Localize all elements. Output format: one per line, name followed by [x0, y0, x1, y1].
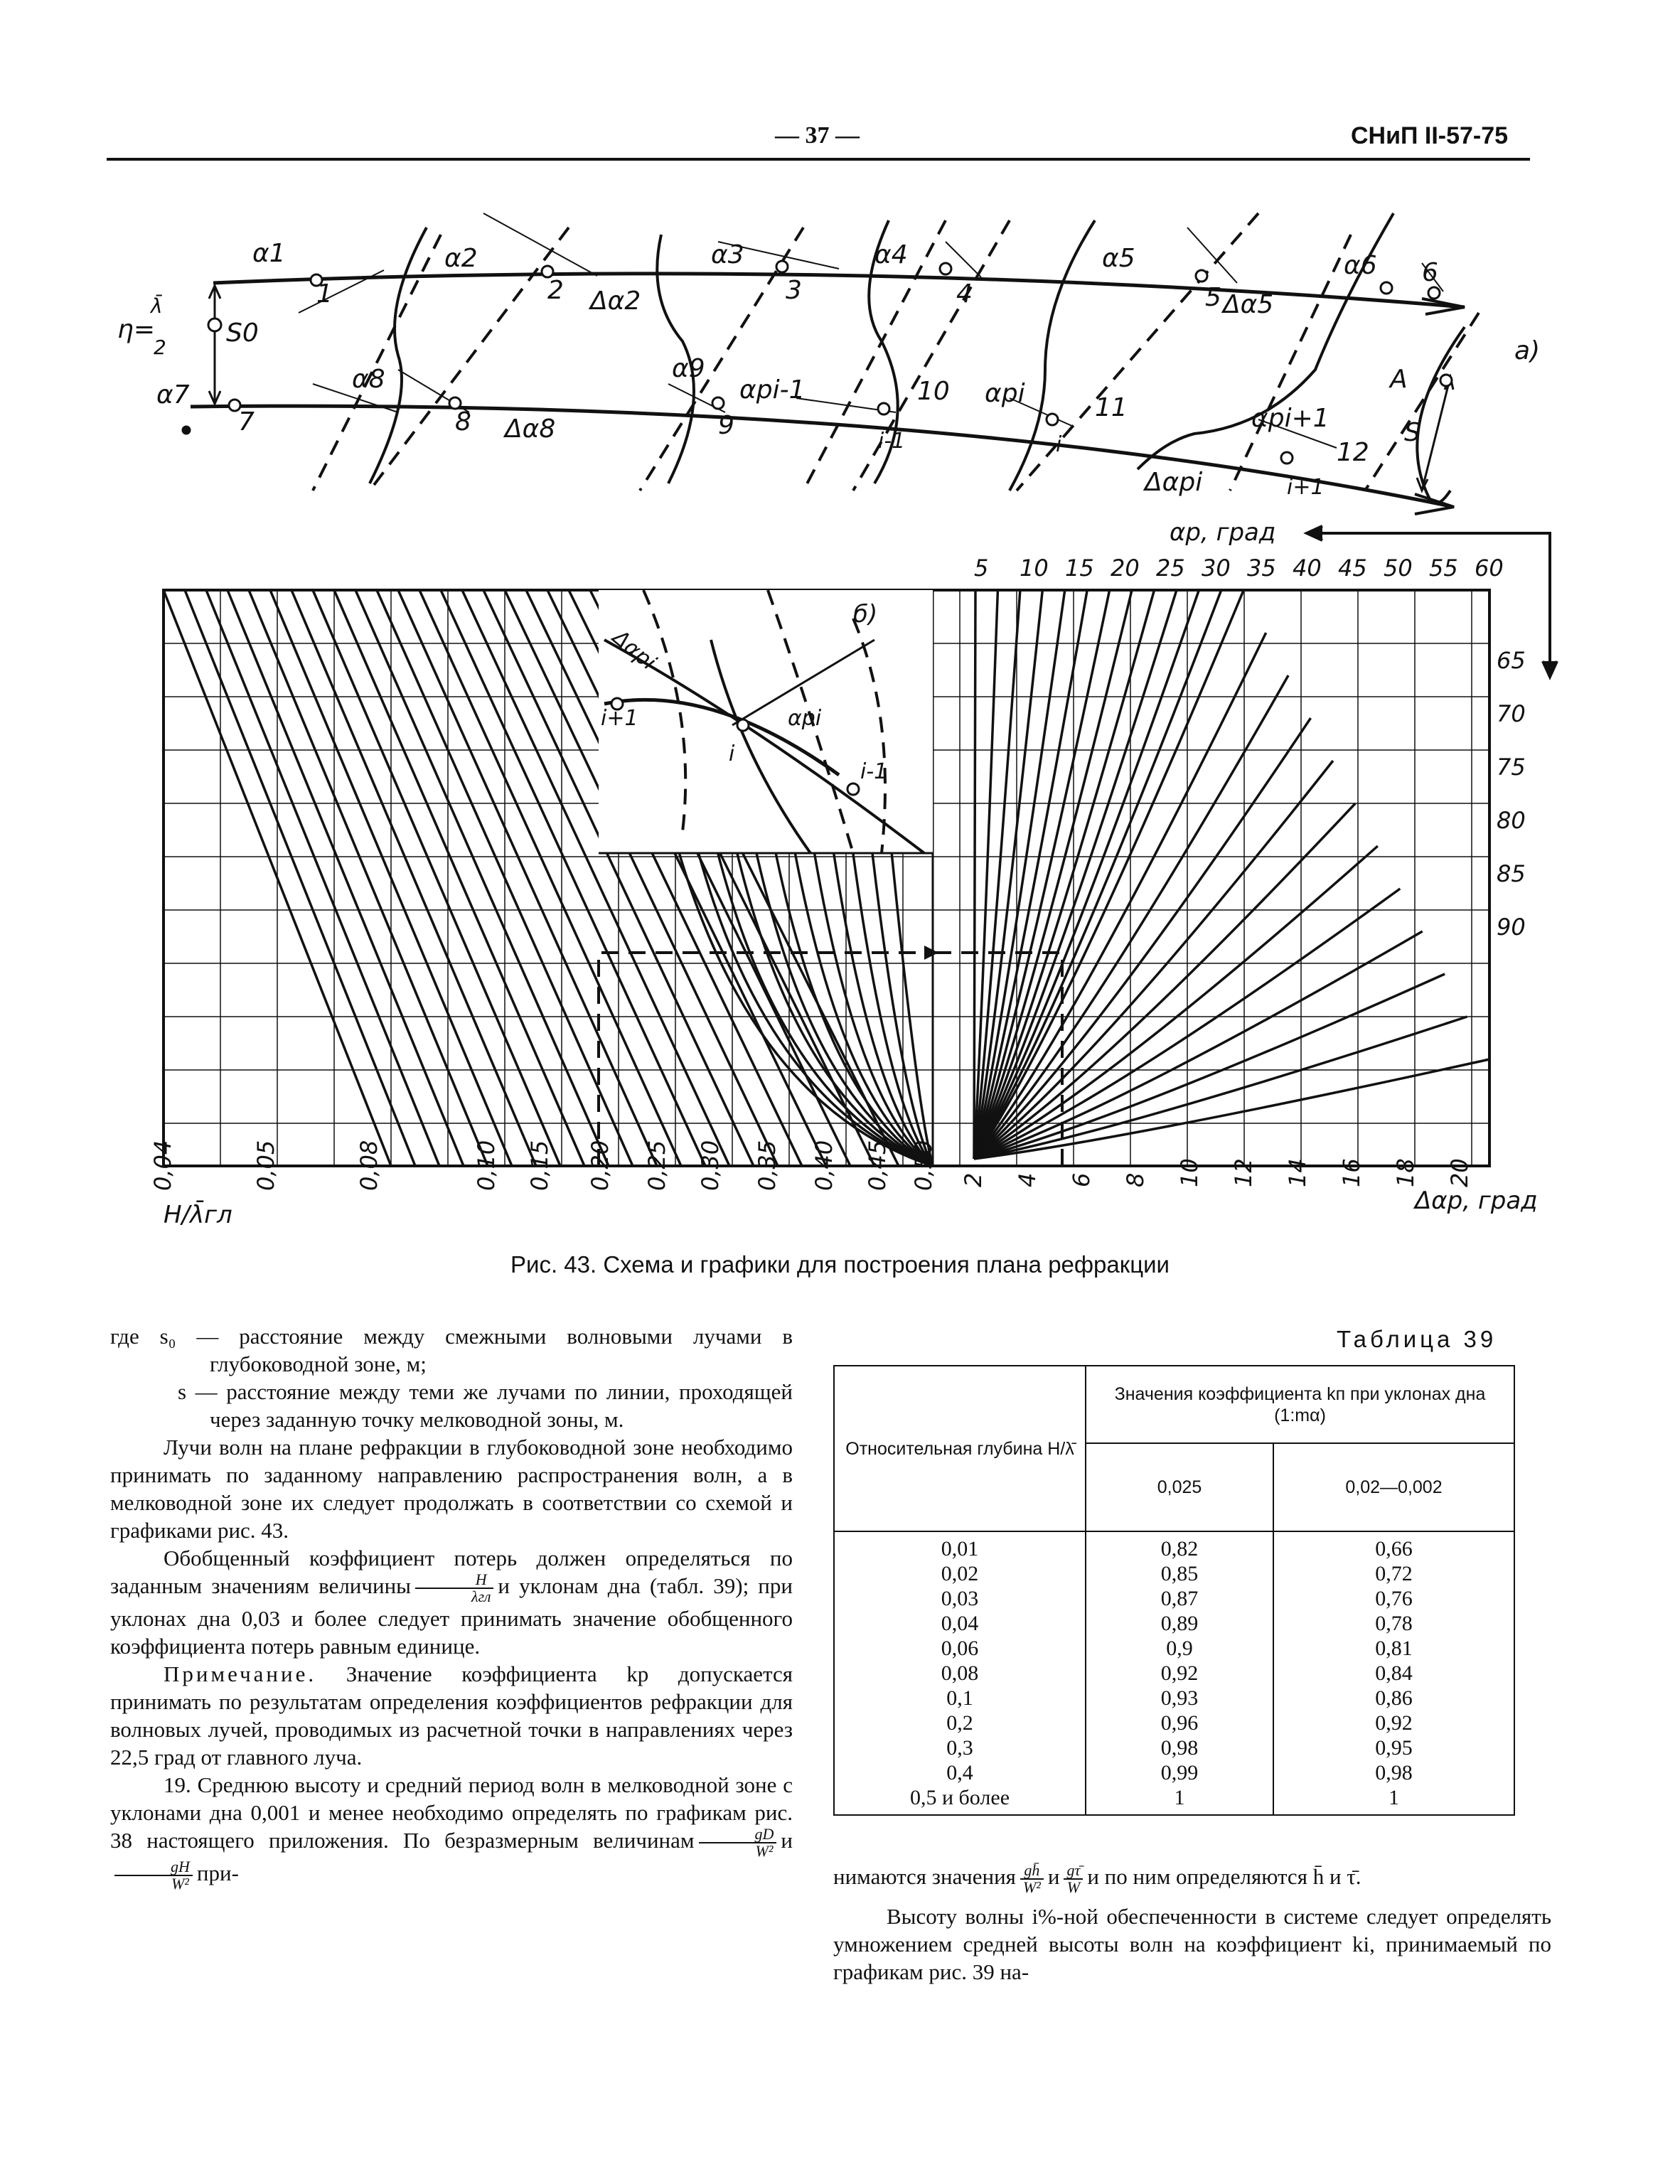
paragraph-rays: Лучи волн на плане рефракции в глубоководной зоне необходимо принимать по заданному направлению распространения волн, а в мелководной зоне их следует продолжать в соответствии со схемой и графиками рис. 43. [110, 1435, 793, 1543]
left-tick: 0,08 [355, 1140, 382, 1191]
svg-text:2: 2 [154, 336, 166, 359]
side-tick: 85 [1497, 860, 1526, 887]
header-slope-1: 0,025 [1086, 1443, 1273, 1531]
top-tick: 10 [1020, 555, 1049, 582]
depth-cell: 0,01 [941, 1537, 979, 1561]
svg-text:αpi: αpi [788, 706, 822, 731]
k1-cell: 0,96 [1160, 1711, 1199, 1735]
svg-text:α8: α8 [352, 365, 385, 394]
depth-cell: 0,03 [941, 1587, 979, 1610]
top-tick: 55 [1429, 555, 1458, 582]
svg-text:α5: α5 [1102, 244, 1135, 273]
a-point-label: A [1390, 365, 1408, 394]
k1-cell: 0,99 [1160, 1761, 1199, 1784]
top-axis-label: αр, град [1170, 518, 1276, 547]
svg-text:α7: α7 [156, 380, 190, 410]
left-tick: 0,20 [587, 1140, 614, 1191]
left-tick: 0,50 [910, 1140, 937, 1191]
left-tick: 0,35 [754, 1140, 781, 1191]
left-tick: 0,25 [643, 1140, 670, 1191]
svg-text:η=: η= [117, 315, 155, 344]
k2-cell: 0,92 [1375, 1711, 1413, 1735]
k-values-slope-2 [1273, 1531, 1514, 1815]
document-code: СНиП II-57-75 [1351, 122, 1509, 149]
svg-text:Δα2: Δα2 [590, 287, 641, 316]
top-tick: 5 [974, 555, 989, 582]
definition-s: s — расстояние между теми же лучами по линии, проходящей через заданную точку мелководной зоны, м. [178, 1379, 793, 1432]
right-tick: 16 [1338, 1158, 1365, 1187]
header-slope-2: 0,02—0,002 [1273, 1443, 1514, 1531]
k1-cell: 0,85 [1160, 1562, 1199, 1585]
depth-cell: 0,4 [946, 1761, 973, 1784]
svg-text:i+1: i+1 [1287, 475, 1325, 500]
depth-cell: 0,06 [941, 1637, 979, 1660]
svg-text:λ̄: λ̄ [151, 294, 163, 318]
right-axis-label: Δαр, град [1415, 1187, 1538, 1215]
svg-text:2: 2 [547, 276, 564, 305]
top-tick: 25 [1156, 555, 1185, 582]
top-tick: 30 [1202, 555, 1231, 582]
svg-text:12: 12 [1337, 438, 1369, 467]
right-tick: 10 [1176, 1158, 1203, 1187]
k2-cell: 0,95 [1375, 1736, 1413, 1760]
svg-text:i: i [729, 742, 735, 766]
table-title: Таблица 39 [1337, 1326, 1497, 1352]
angle-fan [974, 590, 1489, 1159]
k2-cell: 0,81 [1375, 1637, 1413, 1660]
svg-text:Δα5: Δα5 [1223, 290, 1274, 319]
svg-text:8: 8 [455, 407, 471, 437]
panel-b-tag: б) [853, 600, 878, 628]
right-tick: 4 [1014, 1172, 1041, 1187]
side-tick: 65 [1497, 647, 1526, 674]
k2-cell: 0,72 [1375, 1562, 1413, 1585]
left-tick: 0,10 [473, 1140, 500, 1191]
side-tick: 75 [1497, 754, 1526, 781]
left-tick: 0,40 [810, 1140, 838, 1191]
right-column [833, 1863, 1551, 1986]
svg-text:i-1: i-1 [860, 759, 888, 784]
svg-text:α2: α2 [444, 244, 478, 273]
right-tick: 2 [960, 1172, 987, 1187]
svg-text:α9: α9 [672, 354, 705, 383]
right-tick: 14 [1284, 1158, 1311, 1187]
svg-text:5: 5 [1205, 283, 1221, 312]
svg-text:α4: α4 [874, 240, 908, 269]
depth-cell: 0,02 [941, 1562, 979, 1585]
k2-cell: 0,66 [1375, 1537, 1413, 1561]
k-values-slope-1 [1086, 1531, 1273, 1815]
svg-text:7: 7 [238, 407, 255, 437]
svg-text:4: 4 [956, 279, 973, 309]
svg-text:α6: α6 [1344, 251, 1377, 280]
top-tick: 45 [1338, 555, 1367, 582]
k1-cell: 0,98 [1160, 1736, 1199, 1760]
svg-text:i: i [1056, 432, 1062, 457]
left-tick: 0,30 [697, 1140, 724, 1191]
side-tick: 80 [1497, 807, 1526, 834]
top-tick: 60 [1475, 555, 1504, 582]
svg-text:Δαpi: Δαpi [607, 625, 661, 675]
fraction-h-lambda: $\frac{H}{\text{λгл}}$ [415, 1572, 493, 1605]
left-tick: 0,04 [149, 1140, 176, 1191]
left-tick: 0,05 [252, 1140, 279, 1191]
svg-text:11: 11 [1095, 393, 1128, 422]
depth-values [834, 1531, 1086, 1815]
depth-cell: 0,08 [941, 1661, 979, 1685]
svg-text:3: 3 [786, 276, 802, 305]
right-tick: 12 [1230, 1158, 1257, 1187]
k1-cell: 1 [1174, 1786, 1185, 1809]
note: Примечание. Значение коэффициента kр допускается принимать по результатам определения коэффициентов рефракции для волновых лучей, проводимых из расчетной точки в направлениях через 22,5 град от главного луча. [110, 1661, 793, 1770]
inset-b [599, 590, 933, 853]
paragraph-values: нимаются значения $\frac{gh̄}{\text{W²}}$ и $\frac{g\taū}{W}$ и по ним определяются h̄ и τ̄. [833, 1861, 1361, 1896]
depth-cell: 0,5 и более [909, 1786, 1010, 1809]
top-tick: 15 [1065, 555, 1094, 582]
left-axis-label: H/λ̄гл [164, 1201, 232, 1229]
k2-cell: 1 [1389, 1786, 1399, 1809]
panel-a-scheme [182, 213, 1479, 514]
page-number: — 37 — [775, 122, 860, 149]
k1-cell: 0,82 [1160, 1537, 1199, 1561]
k2-cell: 0,86 [1375, 1686, 1413, 1710]
depth-cell: 0,1 [946, 1686, 973, 1710]
left-tick: 0,15 [526, 1140, 553, 1191]
definition-s0: где s₀ — расстояние между смежными волновыми лучами в глубоководной зоне, м; [110, 1324, 793, 1376]
svg-text:10: 10 [917, 377, 950, 406]
s0-label: S0 [226, 318, 259, 348]
k2-cell: 0,98 [1375, 1761, 1413, 1784]
depth-cell: 0,04 [941, 1612, 979, 1635]
right-tick: 6 [1068, 1172, 1095, 1187]
top-tick: 50 [1384, 555, 1413, 582]
svg-text:Δαpi: Δαpi [1145, 468, 1203, 497]
side-tick: 90 [1497, 914, 1526, 941]
k1-cell: 0,87 [1160, 1587, 1199, 1610]
paragraph-19: 19. Среднюю высоту и средний период волн в мелководной зоне с уклонами дна 0,001 и менее необходимо определять по графикам рис. 38 настоящего приложения. По безразмерным величинам $\frac{gD}{\text{W²}}$ и $\frac{gH}{\text{W²}}$ при- [110, 1772, 793, 1893]
table-39 [833, 1365, 1515, 1816]
s-label: S [1404, 418, 1420, 447]
left-tick: 0,45 [864, 1140, 891, 1191]
side-tick: 70 [1497, 700, 1526, 727]
right-tick: 8 [1122, 1172, 1149, 1187]
top-tick: 20 [1111, 555, 1140, 582]
k1-cell: 0,93 [1160, 1686, 1199, 1710]
svg-text:9: 9 [718, 411, 734, 440]
svg-text:αpi: αpi [985, 379, 1025, 408]
figure-caption: Рис. 43. Схема и графики для построения плана рефракции [510, 1251, 1170, 1278]
k2-cell: 0,84 [1375, 1661, 1413, 1685]
svg-text:αpi+1: αpi+1 [1251, 404, 1329, 433]
k1-cell: 0,92 [1160, 1661, 1199, 1685]
svg-text:i+1: i+1 [601, 706, 638, 731]
svg-text:α1: α1 [252, 239, 286, 268]
k1-cell: 0,89 [1160, 1612, 1199, 1635]
svg-text:1: 1 [316, 279, 333, 309]
svg-text:i-1: i-1 [878, 429, 906, 454]
header-depth: Относительная глубина H/λ̄ [834, 1366, 1086, 1531]
paragraph-wave-height: Высоту волны i%-ной обеспеченности в системе следует определять умножением средней высоты волн на коэффициент ki, принимаемый по графикам рис. 39 на- [833, 1904, 1551, 1984]
top-tick: 35 [1247, 555, 1276, 582]
svg-text:α3: α3 [711, 240, 744, 269]
panel-a-tag: а) [1514, 336, 1541, 365]
right-tick: 18 [1392, 1158, 1419, 1187]
svg-text:6: 6 [1422, 258, 1438, 287]
left-column [110, 1322, 793, 1892]
svg-text:Δα8: Δα8 [505, 414, 556, 444]
depth-cell: 0,3 [946, 1736, 973, 1760]
k2-cell: 0,78 [1375, 1612, 1413, 1635]
k1-cell: 0,9 [1166, 1637, 1193, 1660]
depth-cell: 0,2 [946, 1711, 973, 1735]
right-tick: 20 [1446, 1158, 1473, 1187]
k2-cell: 0,76 [1375, 1587, 1413, 1610]
header-coefficient: Значения коэффициента kп при уклонах дна (1:mα) [1086, 1366, 1514, 1443]
svg-text:αpi-1: αpi-1 [739, 375, 806, 405]
top-tick: 40 [1293, 555, 1322, 582]
paragraph-loss-coefficient: Обобщенный коэффициент потерь должен определяться по заданным значениям величины $\frac{H}{\text{λгл}}$ и уклонам дна (табл. 39); при уклонах дна 0,03 и более следует принимать значение обобщенного коэффициента потерь равным единице. [110, 1546, 793, 1659]
